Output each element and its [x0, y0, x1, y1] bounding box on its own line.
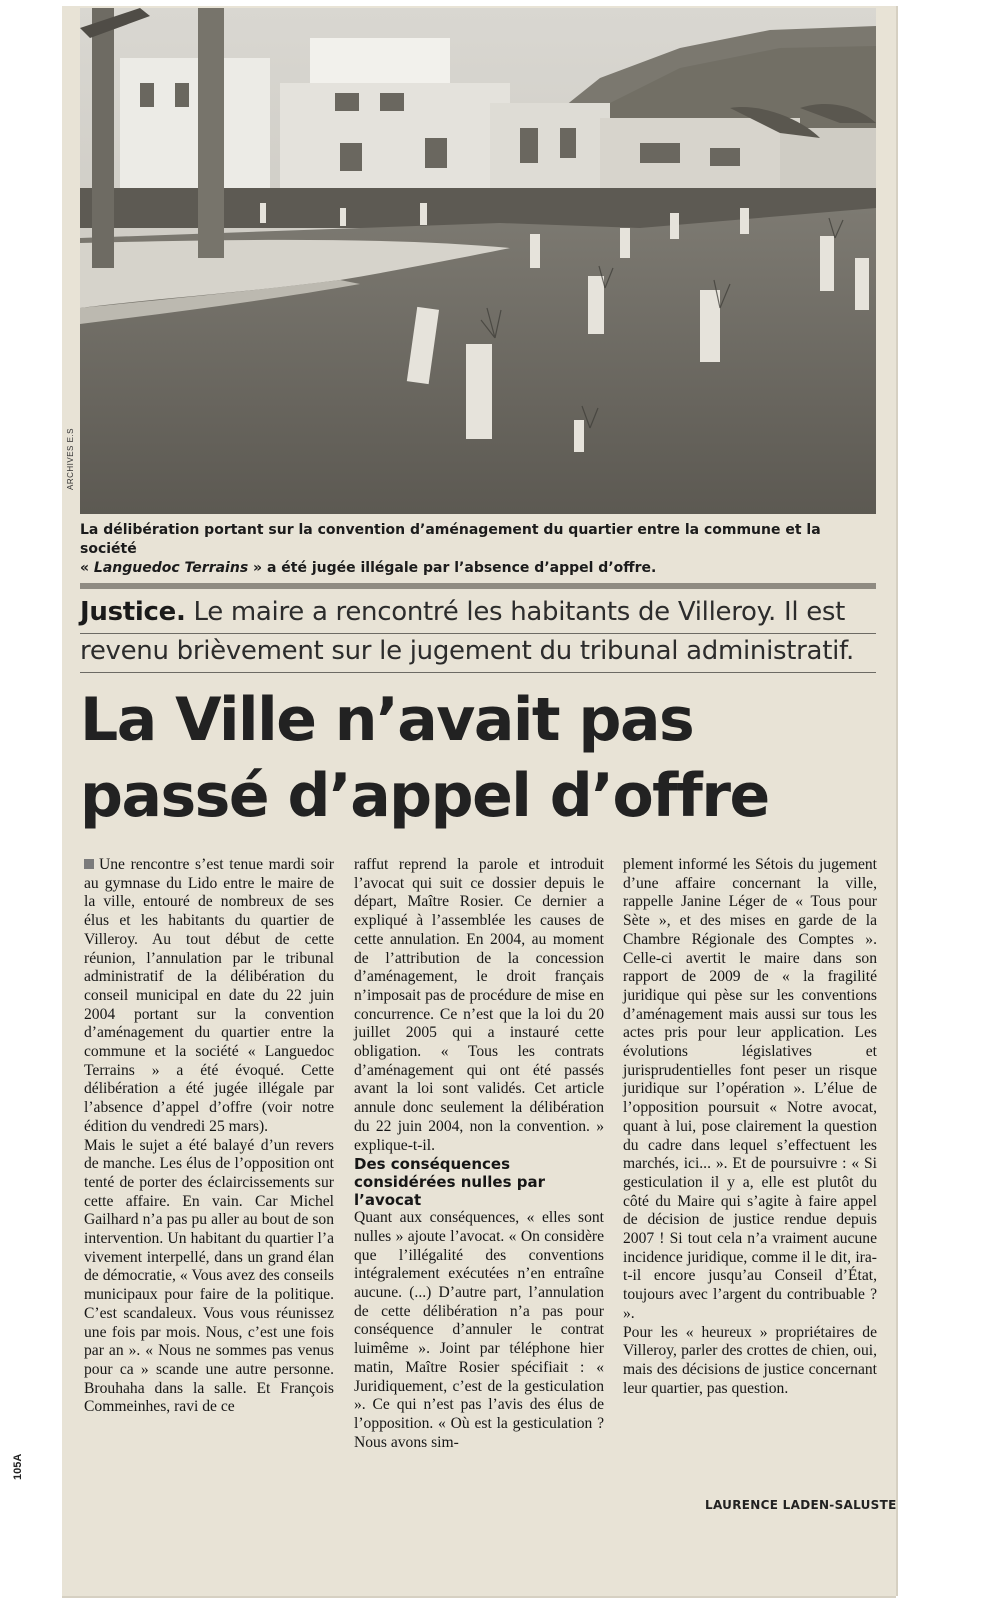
article-subhead: Des conséquences considérées nulles par l’avocat — [354, 1155, 545, 1210]
article-paragraph: plement informé les Sétois du jugement d’une affaire concernant la ville, rappelle Janine Léger de « Tous pour Sète », et des mises en garde de la Chambre Régionale des Comptes ». Celle-ci avertit le maire dans son rapport de 2009 de « la fragilité juridique qui pèse sur les conventions d’aménagement mais aussi sur tous les actes pris pour leur application. Les évolutions législatives et jurisprudentielles font peser un risque juridique sur l’opération ». L’élue de l’opposition poursuit « Notre avocat, quant à lui, pose clairement la question du cadre dans lequel s’effectuent les marchés, ici... ». Et de poursuivre : « Si gesticulation il y a, elle est plutôt du côté du Maire qui s’agite à faire appel de décision de justice rendue depuis 2007 ! Si tout cela n’a vraiment aucune incidence juridique, comme il le dit, ira-t-il encore jusqu’au Conseil d’État, toujours avec l’argent du contribuable ? ». — [623, 856, 877, 1322]
article-paragraph — [84, 856, 334, 1137]
article-column-2 — [354, 856, 604, 1452]
article-photo — [80, 8, 876, 514]
kicker-rule-1 — [80, 633, 876, 634]
paragraph-text: Une rencontre s’est tenue mardi soir au gymnase du Lido entre le maire de la ville, entouré de nombreux de ses élus et les habitants du quartier de Villeroy. Au tout début de cette réunion, l’annulation par le tribunal administratif de la délibération du conseil municipal en date du 22 juin 2004 portant sur la convention d’aménagement du quartier entre la commune et la société « Languedoc Terrains » a été évoqué. Cette délibération a été jugée illégale par l’absence d’appel d’offre (voir notre édition du vendredi 25 mars). — [84, 856, 334, 1135]
section-rule — [80, 583, 876, 589]
article-paragraph: Pour les « heureux » propriétaires de Villeroy, parler des crottes de chien, oui, mais des décisions de justice concernant leur quartier, pas question. — [623, 1323, 877, 1397]
kicker — [80, 593, 880, 671]
caption-italic: Languedoc Terrains — [93, 560, 249, 576]
article-column-3 — [623, 856, 877, 1398]
author-signature: LAURENCE LADEN-SALUSTE — [705, 1498, 897, 1512]
kicker-label: Justice. — [80, 597, 186, 627]
page-folio: 105A — [12, 1453, 24, 1480]
photo-credit: ARCHIVES E.S — [66, 427, 75, 490]
article-paragraph: raffut reprend la parole et introduit l’avocat qui suit ce dossier depuis le départ, Maître Rosier. Ce dernier a expliqué à l’assemblée les causes de cette annulation. En 2004, au moment de l’attribution de la concession d’aménagement, le droit français n’imposait pas de procédure de mise en concurrence. Ce n’est que la loi du 20 juillet 2005 qui a instauré cette obligation. « Tous les contrats d’aménagement qui ont été passés avant la loi sont validés. Cet article annule donc seulement la délibération du 22 juin 2004, non la convention. » explique-t-il. — [354, 856, 604, 1154]
headline — [80, 682, 880, 834]
article-paragraph: Mais le sujet a été balayé d’un revers de manche. Les élus de l’opposition ont tenté de porter des éclaircissements sur cette affaire. En vain. Car Michel Gailhard n’a pas pu aller au bout de son intervention. Un habitant du quartier l’a vivement interpellé, dans un grand élan de démocratie, « Vous avez des conseils municipaux pour faire de la politique. C’est scandaleux. Vous vous réunissez une fois par mois. Nous, c’est une fois par an ». « Nous ne sommes pas venus pour ca » scande une autre personne. Brouhaha dans la salle. Et François Commeinhes, ravi de ce — [84, 1136, 334, 1416]
article-paragraph: Quant aux conséquences, « elles sont nulles » ajoute l’avocat. « On considère que l’illégalité des conventions intégralement exécutées n’en entraîne aucune. (...) D’autre part, l’annulation de cette délibération n’a pas pour conséquence d’annuler le contrat luimême ». Joint par téléphone hier matin, Maître Rosier spécifiait : « Juridiquement, c’est de la gesticulation ». Ce qui n’est pas l’avis des élus de l’opposition. « Où est la gesticulation ? Nous avons sim- — [354, 1209, 604, 1451]
kicker-text: Le maire a rencontré les habitants de Villeroy. Il est revenu brièvement sur le jugement du tribunal administratif. — [80, 597, 854, 666]
photo-caption — [80, 521, 880, 578]
headline-line2: passé d’appel d’offre — [80, 761, 769, 831]
article-column-1 — [84, 856, 334, 1417]
caption-line2: » a été jugée illégale par l’absence d’appel d’offre. — [248, 560, 657, 576]
headline-line1: La Ville n’avait pas — [80, 685, 694, 755]
kicker-rule-2 — [80, 672, 876, 673]
caption-line1: La délibération portant sur la convention d’aménagement du quartier entre la commune et la société — [80, 522, 821, 557]
lead-square-icon — [84, 859, 94, 869]
caption-open-quote: « — [80, 560, 94, 576]
